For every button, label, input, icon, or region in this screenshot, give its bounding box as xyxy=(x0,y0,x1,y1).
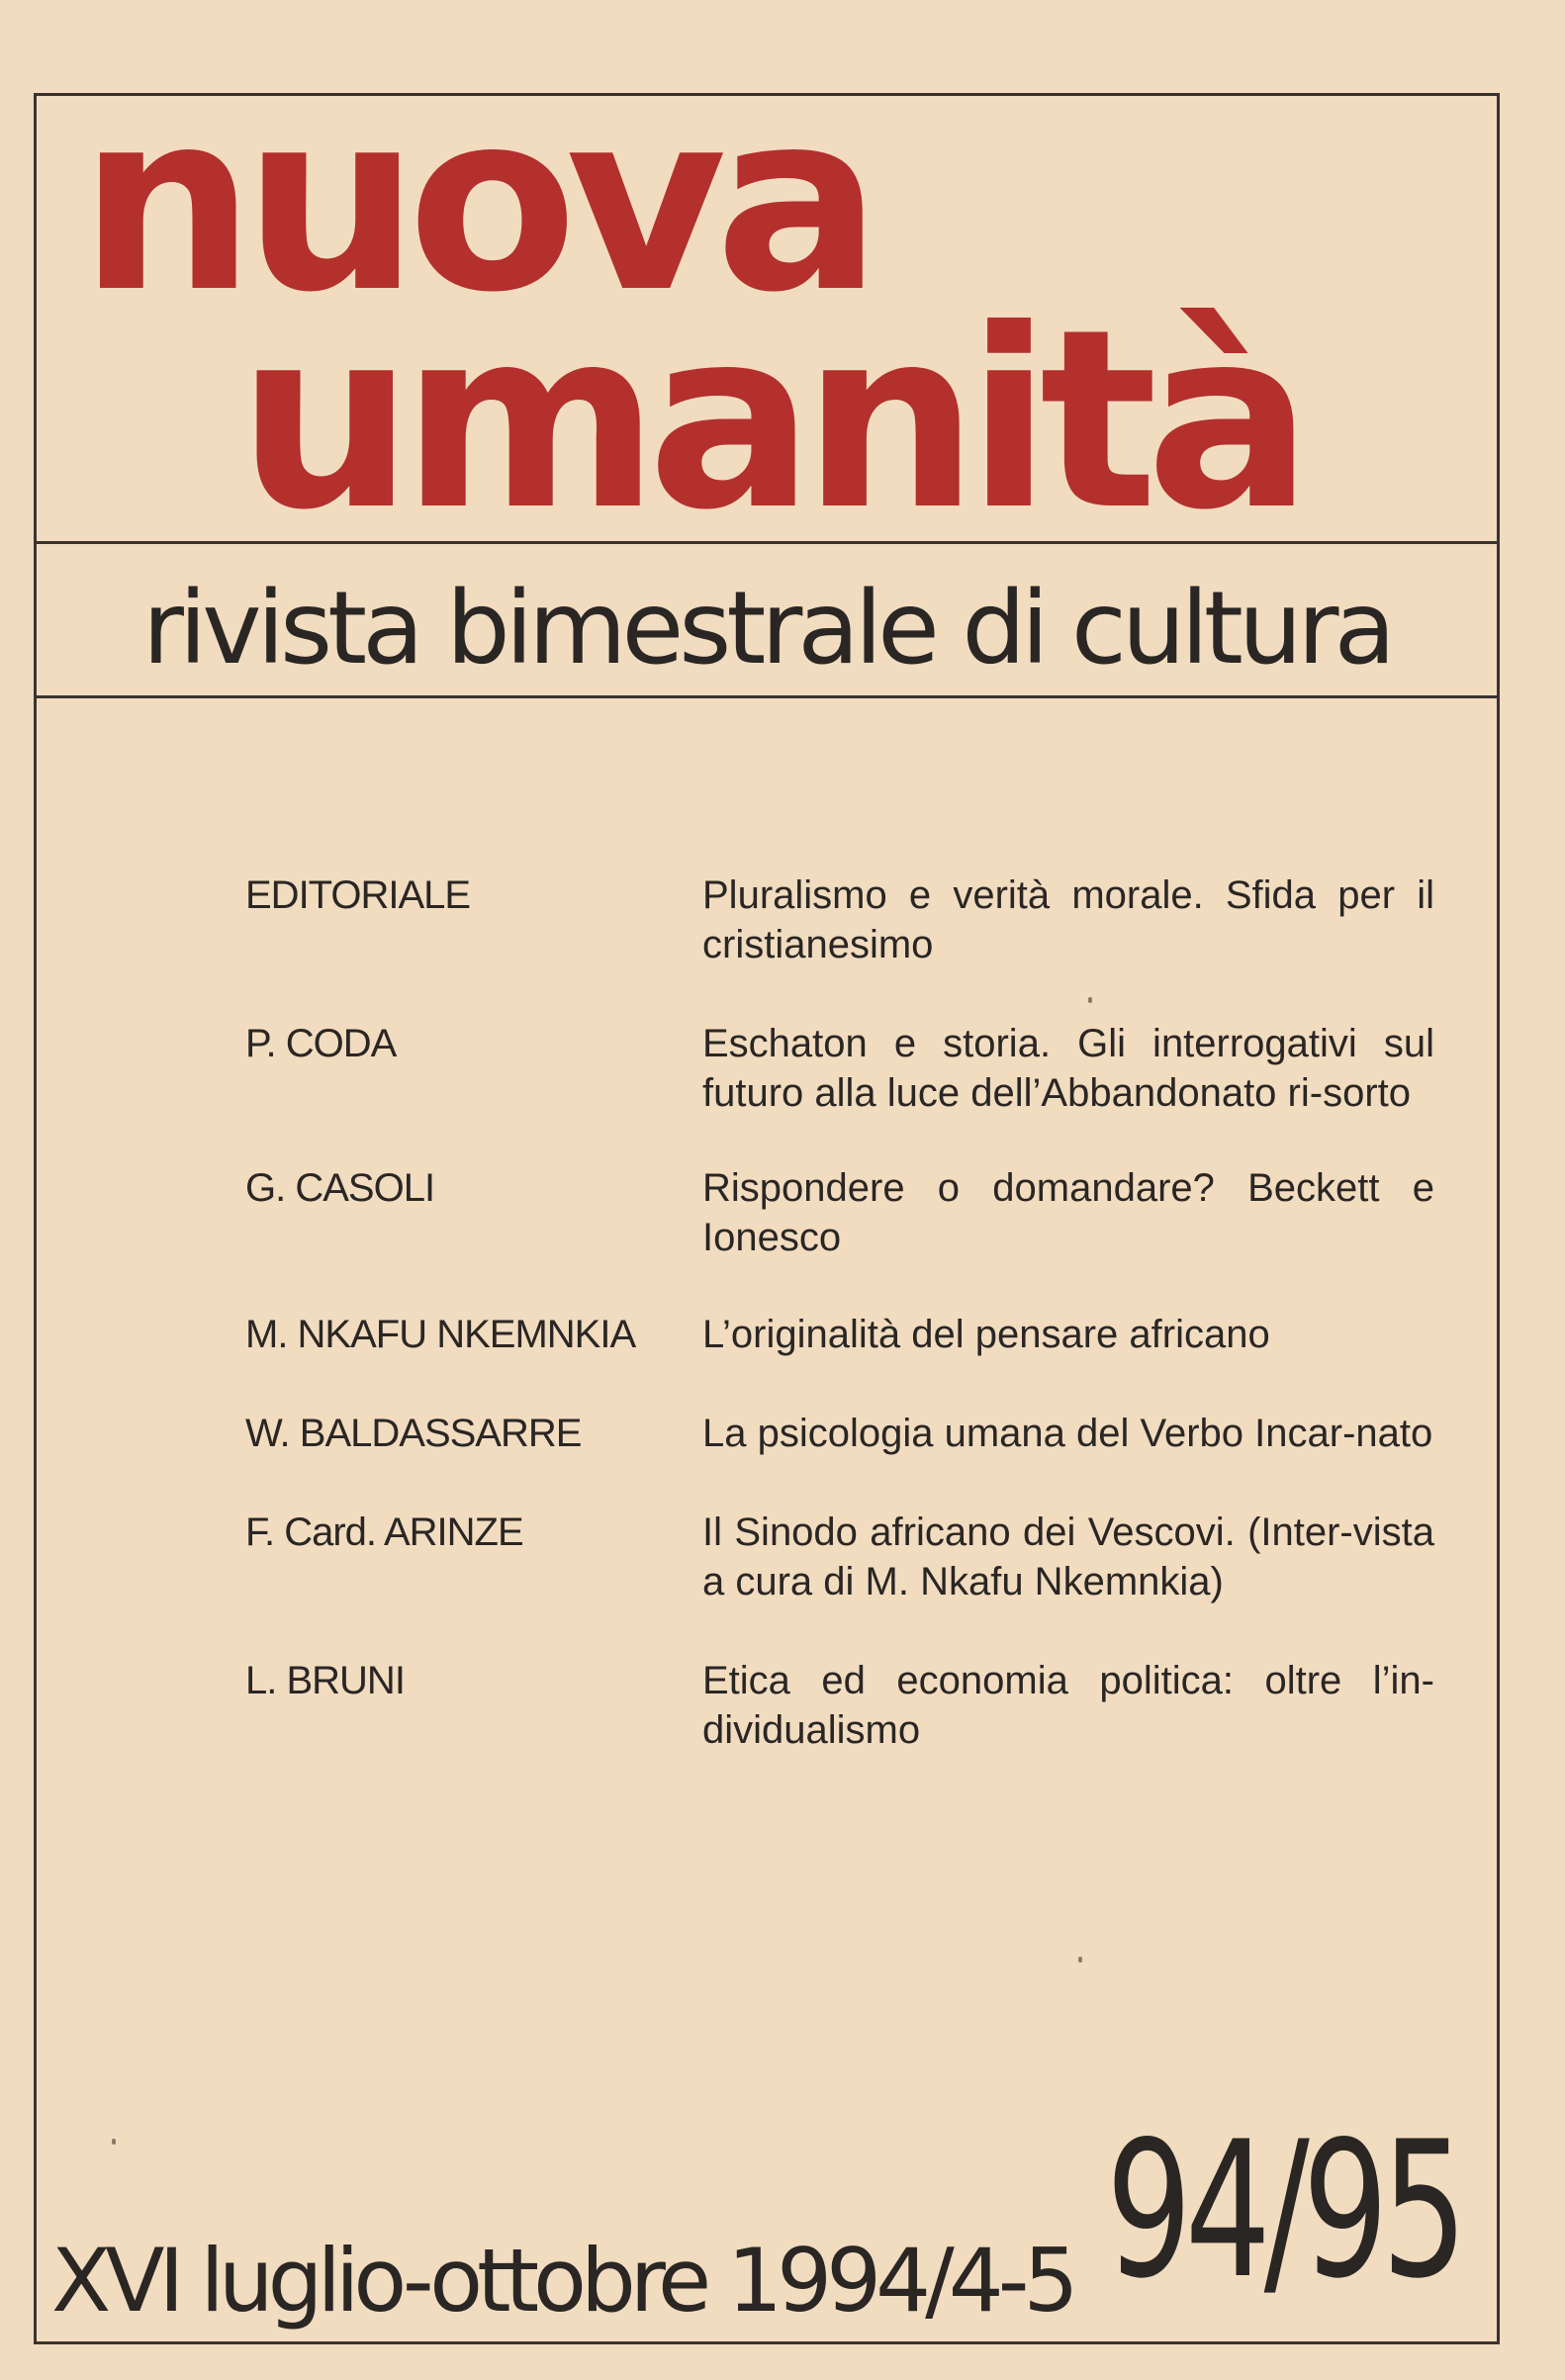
print-speck xyxy=(1078,1957,1082,1963)
toc-entry xyxy=(245,1310,1452,1359)
subtitle: rivista bimestrale di cultura xyxy=(142,570,1391,687)
toc-title: Rispondere o domandare? Beckett e Ionesco xyxy=(702,1166,1434,1259)
toc-author: G. CASOLI xyxy=(245,1166,435,1210)
toc-entry xyxy=(245,870,1452,969)
toc-title: La psicologia umana del Verbo Incar-nato xyxy=(702,1412,1433,1455)
masthead-line-2: umanità xyxy=(237,276,1302,564)
issue-info: XVI luglio-ottobre 1994/4-5 xyxy=(51,2230,1073,2332)
print-speck xyxy=(112,2139,116,2145)
toc-title: Il Sinodo africano dei Vescovi. (Inter-vista a cura di M. Nkafu Nkemnkia) xyxy=(702,1510,1434,1603)
toc-entry xyxy=(245,1508,1452,1606)
subtitle-divider xyxy=(34,695,1500,698)
toc-author: L. BRUNI xyxy=(245,1659,405,1702)
toc-title: Eschaton e storia. Gli interrogativi sul futuro alla luce dell’Abbandonato ri-sorto xyxy=(702,1022,1434,1115)
toc-author: P. CODA xyxy=(245,1022,397,1065)
toc-author: EDITORIALE xyxy=(245,873,471,917)
issue-number: 94/95 xyxy=(1106,2101,1461,2320)
toc-entry xyxy=(245,1019,1452,1118)
toc-author: F. Card. ARINZE xyxy=(245,1510,523,1554)
toc-entry xyxy=(245,1656,1452,1755)
toc-author: W. BALDASSARRE xyxy=(245,1412,582,1455)
print-speck xyxy=(1088,997,1092,1003)
toc-title: Pluralismo e verità morale. Sfida per il cristianesimo xyxy=(702,873,1434,966)
toc-title: L’originalità del pensare africano xyxy=(702,1313,1270,1356)
toc-entry xyxy=(245,1163,1452,1262)
masthead-line-1: nuova xyxy=(79,58,871,346)
table-of-contents xyxy=(245,870,1452,1755)
toc-title: Etica ed economia politica: oltre l’in-dividualismo xyxy=(702,1659,1434,1752)
toc-author: M. NKAFU NKEMNKIA xyxy=(245,1313,636,1356)
toc-entry xyxy=(245,1409,1452,1458)
